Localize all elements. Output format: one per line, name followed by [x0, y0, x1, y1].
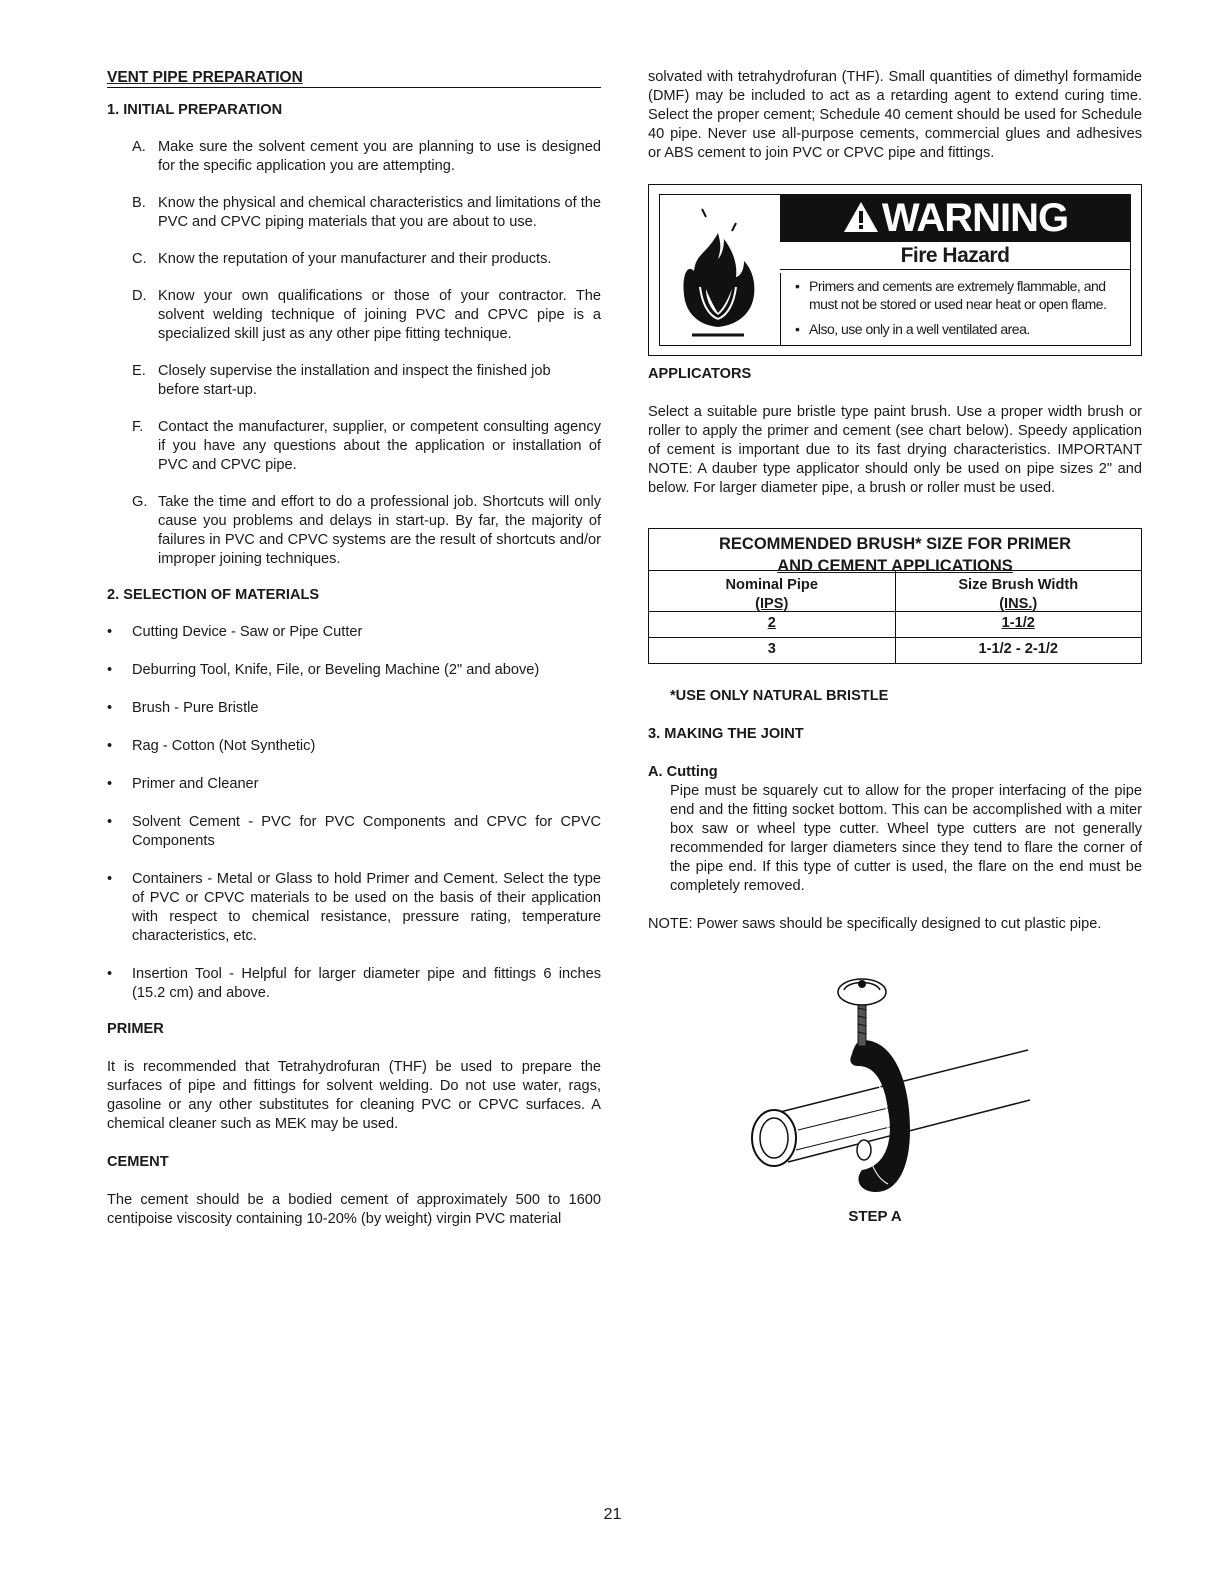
- table-row: [649, 638, 1141, 663]
- table-title-line1: RECOMMENDED BRUSH* SIZE FOR PRIMER: [718, 535, 1072, 553]
- item-text: Closely supervise the installation and inspect the finished job before start-up.: [158, 363, 551, 398]
- bullet-icon: •: [107, 814, 113, 830]
- item-text: Know the physical and chemical characteristics and limitations of the PVC and CPVC piping materials that you are about to use.: [158, 195, 601, 230]
- brush-size-table: [648, 528, 1142, 664]
- bullet-icon: •: [107, 624, 113, 640]
- item-text: Containers - Metal or Glass to hold Primer and Cement. Select the type of PVC or CPVC materials to be used on the basis of their application with respect to chemical resistance, pressure rating, temperature characteristics, etc.: [132, 871, 601, 944]
- list-item: [107, 623, 601, 642]
- item-text: Know the reputation of your manufacturer and their products.: [158, 251, 552, 267]
- item-letter: A.: [132, 139, 146, 155]
- list-item: [107, 870, 601, 946]
- warning-inner: [659, 194, 1131, 346]
- item-text: Take the time and effort to do a professional job. Shortcuts will only cause you problems and delays in start-up. By far, the majority of failures in PVC and CPVC systems are the result of shortcuts and/or improper joining techniques.: [158, 494, 601, 567]
- cutting-text: Pipe must be squarely cut to allow for the proper interfacing of the pipe end and the fitting socket bottom. This can be accomplished with a miter box saw or wheel type cutter. Wheel type cutters are not generally recommended for larger diameters since they tend to flare the corner of the pipe end. If this type of cutter is used, the flare on the end must be completely removed.: [670, 783, 1142, 894]
- primer-heading: PRIMER: [107, 1021, 164, 1037]
- pipe-cutter-illustration: [648, 970, 1142, 1210]
- item-text: Primer and Cleaner: [132, 776, 259, 792]
- left-column: [107, 68, 601, 1229]
- column-header: Nominal Pipe (IPS): [725, 577, 818, 612]
- materials-heading: 2. SELECTION OF MATERIALS: [107, 587, 320, 603]
- list-item: [107, 194, 601, 232]
- table-cell: 1-1/2 - 2-1/2: [895, 638, 1142, 663]
- cutting-subheading: A. Cutting: [648, 764, 718, 780]
- figure-caption: STEP A: [848, 1208, 902, 1225]
- bullet-icon: •: [107, 871, 113, 887]
- list-item: [107, 250, 601, 269]
- cement-heading: CEMENT: [107, 1154, 169, 1170]
- bullet-icon: •: [107, 738, 113, 754]
- item-text: Make sure the solvent cement you are planning to use is designed for the specific application you are attempting.: [158, 139, 601, 174]
- table-cell: 1-1/2: [895, 612, 1142, 637]
- making-joint-heading: 3. MAKING THE JOINT: [648, 726, 804, 742]
- list-item: [107, 362, 601, 400]
- item-letter: E.: [132, 363, 146, 379]
- item-letter: G.: [132, 494, 148, 510]
- warning-banner-text: WARNING: [881, 196, 1069, 240]
- page-number: 21: [603, 1506, 622, 1523]
- list-item: [107, 813, 601, 851]
- item-letter: D.: [132, 288, 147, 304]
- right-column: [648, 68, 1142, 1226]
- warning-banner: [780, 195, 1130, 242]
- cement-text: The cement should be a bodied cement of approximately 500 to 1600 centipoise viscosity containing 10-20% (by weight) virgin PVC material: [107, 1192, 601, 1227]
- table-header-row: [649, 571, 1141, 612]
- item-text: Know your own qualifications or those of your contractor. The solvent welding technique of joining PVC and CPVC pipe is a specialized skill just as any other pipe fitting technique.: [158, 288, 601, 342]
- power-saw-note: NOTE: Power saws should be specifically designed to cut plastic pipe.: [648, 916, 1102, 932]
- primer-text: It is recommended that Tetrahydrofuran (THF) be used to prepare the surfaces of pipe and fittings for solvent welding. Do not use water, rags, gasoline or any other substitutes for cleaning PVC or CPVC surfaces. A chemical cleaner such as MEK may be used.: [107, 1059, 601, 1132]
- warning-triangle-icon: [842, 200, 880, 234]
- list-item: [107, 138, 601, 176]
- item-text: Deburring Tool, Knife, File, or Beveling Machine (2" and above): [132, 662, 540, 678]
- list-item: [107, 493, 601, 569]
- item-text: Brush - Pure Bristle: [132, 700, 259, 716]
- cement-continued-text: solvated with tetrahydrofuran (THF). Small quantities of dimethyl formamide (DMF) may be included to act as a retarding agent to extend curing time. Select the proper cement; Schedule 40 cement should be used for Schedule 40 pipe. Never use all-purpose cements, commercial glues and adhesives or ABS cement to join PVC or CPVC pipe and fittings.: [648, 69, 1142, 161]
- list-item: [107, 699, 601, 718]
- initial-preparation-heading: 1. INITIAL PREPARATION: [107, 102, 283, 118]
- list-item: [107, 287, 601, 344]
- item-text: Insertion Tool - Helpful for larger diameter pipe and fittings 6 inches (15.2 cm) and above.: [132, 966, 601, 1001]
- warning-bullet: • Also, use only in a well ventilated area.: [795, 321, 1030, 337]
- item-letter: F.: [132, 419, 144, 435]
- flame-icon: [666, 203, 770, 343]
- applicators-heading: APPLICATORS: [648, 366, 752, 382]
- applicators-text: Select a suitable pure bristle type paint brush. Use a proper width brush or roller to apply the primer and cement (see chart below). Speedy application of cement is important due to its fast drying characteristics. IMPORTANT NOTE: A dauber type applicator should only be used on pipe sizes 2" and below. For larger diameter pipe, a brush or roller must be used.: [648, 404, 1142, 496]
- column-header: Size Brush Width (INS.): [895, 571, 1142, 611]
- bullet-icon: •: [107, 700, 113, 716]
- table-row: [649, 612, 1141, 638]
- item-text: Cutting Device - Saw or Pipe Cutter: [132, 624, 363, 640]
- table-title: [649, 529, 1141, 575]
- item-letter: C.: [132, 251, 147, 267]
- item-text: Contact the manufacturer, supplier, or competent consulting agency if you have any questions about the application or installation of PVC and CPVC pipe.: [158, 419, 601, 473]
- warning-list: [780, 273, 1130, 345]
- table-cell: 2: [767, 615, 776, 631]
- table-title-line2: AND CEMENT APPLICATIONS: [777, 557, 1013, 575]
- warning-bullet: • Primers and cements are extremely flammable, and must not be stored or used near heat or open flame.: [795, 278, 1107, 312]
- list-item: [107, 737, 601, 756]
- table-footnote: *USE ONLY NATURAL BRISTLE: [670, 688, 889, 704]
- warning-box: [648, 184, 1142, 356]
- item-text: Solvent Cement - PVC for PVC Components and CPVC for CPVC Components: [132, 814, 601, 849]
- bullet-icon: •: [107, 776, 113, 792]
- section-title: VENT PIPE PREPARATION: [107, 68, 601, 88]
- bullet-icon: •: [107, 662, 113, 678]
- list-item: [107, 775, 601, 794]
- item-letter: B.: [132, 195, 146, 211]
- warning-subtitle: Fire Hazard: [780, 242, 1130, 270]
- bullet-icon: •: [107, 966, 113, 982]
- list-item: [107, 965, 601, 1003]
- list-item: [107, 418, 601, 475]
- item-text: Rag - Cotton (Not Synthetic): [132, 738, 316, 754]
- table-cell: 3: [767, 641, 776, 657]
- list-item: [107, 661, 601, 680]
